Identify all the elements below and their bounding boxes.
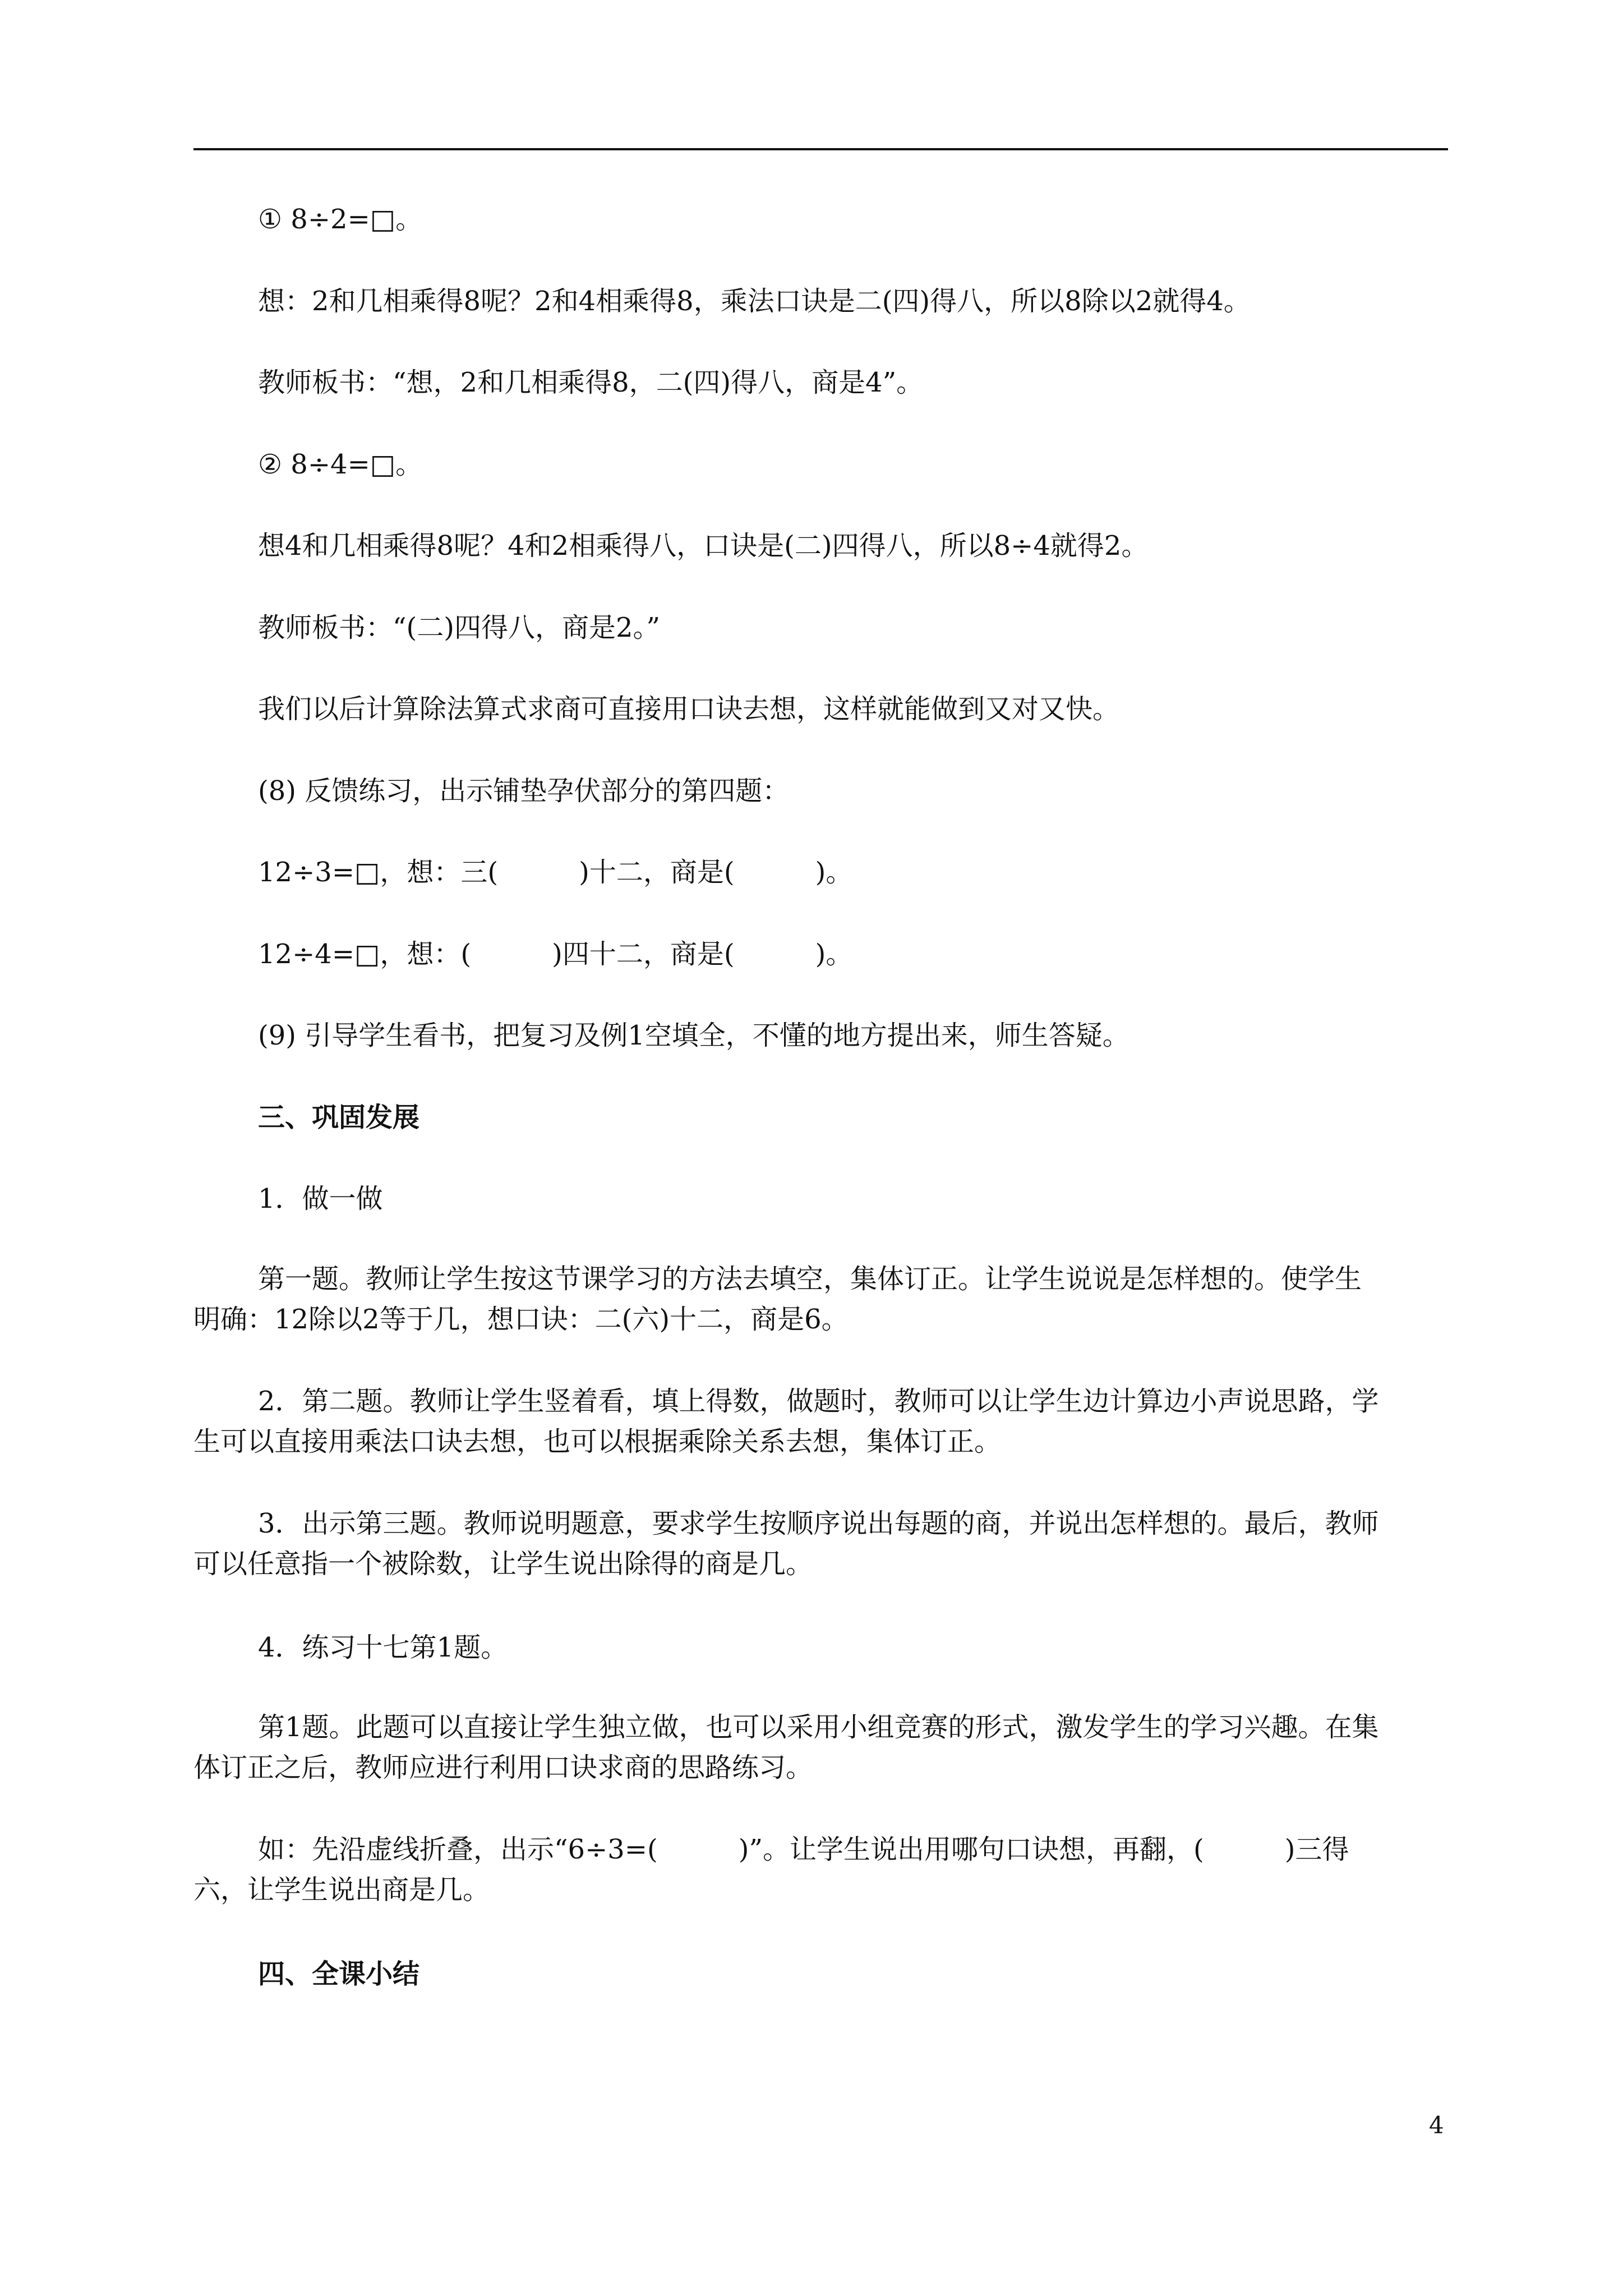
paragraph-guide-reading: (9) 引导学生看书，把复习及例1空填全，不懂的地方提出来，师生答疑。	[258, 1020, 1129, 1051]
paragraph-board-2: 教师板书：“(二)四得八，商是2。”	[258, 612, 661, 643]
paragraph-item-3: 3．出示第三题。教师说明题意，要求学生按顺序说出每题的商，并说出怎样想的。最后，教师可以任意指一个被除数，让学生说出除得的商是几。	[193, 1508, 1379, 1580]
paragraph-board-1: 教师板书：“想，2和几相乘得8，二(四)得八，商是4”。	[258, 367, 924, 398]
paragraph-think-1: 想：2和几相乘得8呢？2和4相乘得8，乘法口诀是二(四)得八，所以8除以2就得4。	[258, 286, 1251, 317]
paragraph-think-2: 想4和几相乘得8呢？4和2相乘得八，口诀是(二)四得八，所以8÷4就得2。	[258, 530, 1149, 562]
section-heading-4: 四、全课小结	[258, 1958, 420, 1990]
item-heading-1: 1．做一做	[258, 1183, 383, 1214]
equation-2: ② 8÷4=□。	[258, 449, 423, 480]
page-number: 4	[1429, 2111, 1444, 2139]
paragraph-item-1: 第一题。教师让学生按这节课学习的方法去填空，集体订正。让学生说说是怎样想的。使学生明确：12除以2等于几，想口诀：二(六)十二，商是6。	[193, 1263, 1362, 1335]
exercise-line-2: 12÷4=□，想：( )四十二，商是( )。	[258, 938, 853, 970]
section-heading-3: 三、巩固发展	[258, 1102, 420, 1133]
header-rule	[193, 148, 1448, 150]
exercise-line-1: 12÷3=□，想：三( )十二，商是( )。	[258, 857, 853, 888]
paragraph-feedback: (8) 反馈练习，出示铺垫孕伏部分的第四题：	[258, 775, 790, 807]
paragraph-item-4-detail: 第1题。此题可以直接让学生独立做，也可以采用小组竞赛的形式，激发学生的学习兴趣。在集体订正之后，教师应进行利用口诀求商的思路练习。	[193, 1711, 1379, 1783]
item-heading-4: 4．练习十七第1题。	[258, 1632, 508, 1663]
paragraph-example: 如：先沿虚线折叠，出示“6÷3=( )”。让学生说出用哪句口诀想，再翻，( )三得六，让学生说出商是几。	[193, 1834, 1349, 1906]
paragraph-summary-method: 我们以后计算除法算式求商可直接用口诀去想，这样就能做到又对又快。	[258, 693, 1120, 725]
paragraph-item-2: 2．第二题。教师让学生竖着看，填上得数，做题时，教师可以让学生边计算边小声说思路，学生可以直接用乘法口诀去想，也可以根据乘除关系去想，集体订正。	[193, 1386, 1379, 1457]
equation-1: ① 8÷2=□。	[258, 204, 423, 235]
